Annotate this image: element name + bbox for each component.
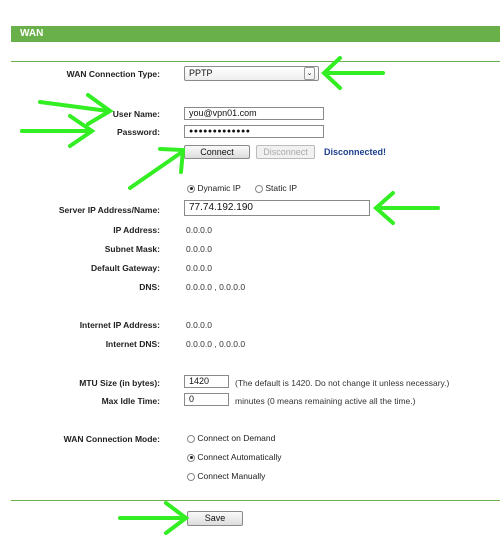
- dns-label: DNS:: [139, 282, 160, 292]
- connection-status: Disconnected!: [324, 147, 387, 157]
- default-gateway-value: 0.0.0.0: [186, 263, 212, 273]
- ip-address-label: IP Address:: [113, 225, 160, 235]
- idle-note: minutes (0 means remaining active all the time.): [235, 396, 416, 406]
- divider-top: [11, 61, 500, 62]
- static-ip-option[interactable]: [255, 183, 297, 193]
- mode-label-demand: Connect on Demand: [197, 433, 276, 443]
- arrow-icon: [376, 193, 438, 223]
- server-input[interactable]: 77.74.192.190: [184, 200, 370, 216]
- wan-type-select[interactable]: [184, 66, 319, 81]
- mtu-note: (The default is 1420. Do not change it unless necessary.): [235, 378, 450, 388]
- idle-input[interactable]: 0: [184, 393, 229, 406]
- subnet-mask-label: Subnet Mask:: [104, 244, 160, 254]
- password-input[interactable]: ●●●●●●●●●●●●●: [184, 125, 324, 138]
- radio-connect-on-demand[interactable]: [187, 435, 195, 443]
- idle-label: Max Idle Time:: [101, 396, 160, 406]
- internet-dns-value: 0.0.0.0 , 0.0.0.0: [186, 339, 246, 349]
- dynamic-ip-label: Dynamic IP: [197, 183, 241, 193]
- mode-option-manual[interactable]: [187, 471, 265, 481]
- mode-label-auto: Connect Automatically: [197, 452, 282, 462]
- subnet-mask-value: 0.0.0.0: [186, 244, 212, 254]
- internet-ip-label: Internet IP Address:: [79, 320, 160, 330]
- mode-option-auto[interactable]: [187, 452, 281, 462]
- wan-type-value: PPTP: [189, 68, 213, 78]
- disconnect-button[interactable]: Disconnect: [256, 145, 315, 159]
- dynamic-ip-option[interactable]: [187, 183, 241, 193]
- internet-ip-value: 0.0.0.0: [186, 320, 212, 330]
- mode-label-manual: Connect Manually: [197, 471, 266, 481]
- radio-connect-manually[interactable]: [187, 473, 195, 481]
- internet-dns-label: Internet DNS:: [105, 339, 160, 349]
- connect-button[interactable]: Connect: [184, 145, 250, 159]
- divider-bottom: [11, 500, 500, 501]
- mtu-label: MTU Size (in bytes):: [79, 378, 160, 388]
- arrow-icon: [120, 503, 186, 533]
- ip-address-value: 0.0.0.0: [186, 225, 212, 235]
- default-gateway-label: Default Gateway:: [91, 263, 160, 273]
- radio-dynamic-ip[interactable]: [187, 185, 195, 193]
- arrow-icon: [130, 149, 183, 188]
- username-label: User Name:: [112, 109, 160, 119]
- radio-static-ip[interactable]: [255, 185, 263, 193]
- radio-connect-automatically[interactable]: [187, 454, 195, 462]
- wan-type-label: WAN Connection Type:: [66, 69, 160, 79]
- connection-mode-label: WAN Connection Mode:: [63, 434, 160, 444]
- arrow-icon: [324, 58, 383, 88]
- dns-value: 0.0.0.0 , 0.0.0.0: [186, 282, 246, 292]
- static-ip-label: Static IP: [265, 183, 298, 193]
- username-input[interactable]: you@vpn01.com: [184, 107, 324, 120]
- mode-option-demand[interactable]: [187, 433, 275, 443]
- save-button[interactable]: Save: [187, 511, 243, 526]
- chevron-down-icon: ⌄: [304, 67, 315, 80]
- page-header: WAN: [11, 26, 500, 42]
- mtu-input[interactable]: 1420: [184, 375, 229, 388]
- server-label: Server IP Address/Name:: [58, 205, 160, 215]
- password-label: Password:: [117, 127, 160, 137]
